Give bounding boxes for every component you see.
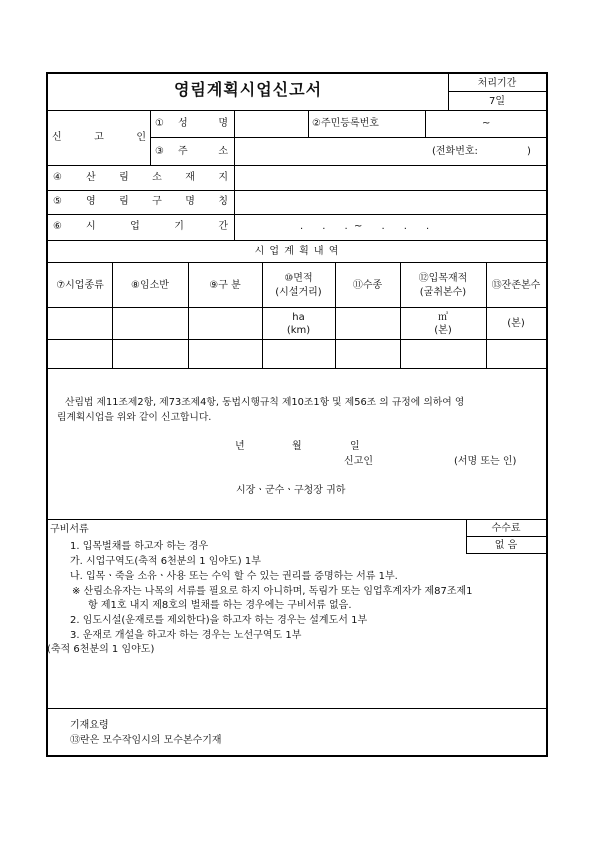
applicant-label: 신 고 인 xyxy=(52,132,146,143)
name-number: ① xyxy=(155,118,164,129)
divider xyxy=(425,110,426,137)
divider xyxy=(234,110,235,165)
signer-label: 신고인 xyxy=(344,456,373,467)
date-day: 일 xyxy=(350,441,360,452)
statement-line-1: 산림법 제11조제2항, 제73조제4항, 동법시행규칙 제10조1항 및 제56조 의 규정에 의하여 영 xyxy=(65,397,465,408)
divider xyxy=(48,708,546,709)
date-year: 년 xyxy=(235,441,245,452)
processing-period-value: 7일 xyxy=(488,96,506,107)
district-name-number: ⑤ xyxy=(53,196,62,207)
phone-label: (전화번호: xyxy=(432,146,478,157)
divider xyxy=(48,240,546,241)
unit-remaining: (본) xyxy=(507,318,525,329)
divider xyxy=(486,262,487,368)
address-number: ③ xyxy=(155,146,164,157)
divider xyxy=(335,262,336,368)
phone-close: ) xyxy=(527,146,531,157)
fee-label: 수수료 xyxy=(491,523,521,534)
document-item: (축적 6천분의 1 임야도) xyxy=(47,644,155,655)
form-title: 영림계획시업신고서 xyxy=(173,80,323,99)
date-month: 월 xyxy=(292,441,302,452)
district-name-label: 영 림 구 명 칭 xyxy=(86,196,228,207)
divider xyxy=(466,536,546,537)
divider xyxy=(48,519,546,520)
col-area: ⑩면적 (시설거리) xyxy=(275,273,322,298)
plan-section-title: 시 업 계 획 내 역 xyxy=(254,246,340,257)
forest-location-number: ④ xyxy=(53,172,62,183)
divider xyxy=(48,110,546,111)
document-item: 나. 입목ㆍ죽을 소유ㆍ사용 또는 수익 할 수 있는 권리를 증명하는 서류 1부. xyxy=(70,571,398,582)
processing-period-label: 처리기간 xyxy=(477,78,517,89)
divider xyxy=(48,190,546,191)
document-item: 가. 시업구역도(축적 6천분의 1 임야도) 1부 xyxy=(70,556,261,567)
col-remaining: ⑬잔존본수 xyxy=(491,280,541,291)
signature-label: (서명 또는 인) xyxy=(454,456,517,467)
divider xyxy=(48,307,546,308)
addressee: 시장ㆍ군수ㆍ구청장 귀하 xyxy=(236,485,346,496)
document-item: ※ 산림소유자는 나목의 서류를 필요로 하지 아니하며, 독림가 또는 임업후계자가 제87조제1 xyxy=(72,586,473,597)
unit-area: ha (km) xyxy=(286,312,311,336)
fee-value: 없 음 xyxy=(494,540,518,551)
period-label: 시 업 기 간 xyxy=(86,221,228,232)
unit-volume: ㎥ (본) xyxy=(434,312,452,336)
forest-location-label: 산 림 소 재 지 xyxy=(86,172,228,183)
divider xyxy=(112,262,113,368)
rrn-label: ②주민등록번호 xyxy=(312,118,379,129)
divider xyxy=(48,165,546,166)
col-division: ⑨구 분 xyxy=(209,280,241,291)
period-number: ⑥ xyxy=(53,221,62,232)
document-item: 2. 임도시설(운재로를 제외한다)을 하고자 하는 경우는 설계도서 1부 xyxy=(70,615,368,626)
period-value: . . . ~ . . . xyxy=(300,221,430,232)
instructions-line: ⑬란은 모수작임시의 모수본수기재 xyxy=(70,735,222,746)
col-volume: ⑫입목재적 (굴취본수) xyxy=(418,273,468,298)
col-compartment: ⑧임소반 xyxy=(131,280,169,291)
document-item: 항 제1호 내지 제8호의 벌채를 하는 경우에는 구비서류 없음. xyxy=(88,600,352,611)
address-label: 주 소 xyxy=(178,146,228,157)
divider xyxy=(150,137,546,138)
divider xyxy=(448,91,546,92)
document-item: 3. 운재로 개설을 하고자 하는 경우는 노선구역도 1부 xyxy=(70,630,302,641)
divider xyxy=(48,214,546,215)
divider xyxy=(308,110,309,137)
statement-line-2: 림계획시업을 위와 같이 신고합니다. xyxy=(57,412,212,423)
documents-heading: 구비서류 xyxy=(50,524,89,535)
document-item: 1. 입목벌채를 하고자 하는 경우 xyxy=(70,541,209,552)
rrn-separator: ~ xyxy=(482,118,491,129)
divider xyxy=(48,339,546,340)
divider xyxy=(466,553,546,554)
col-work-type: ⑦시업종류 xyxy=(56,280,104,291)
divider xyxy=(48,262,546,263)
divider xyxy=(48,368,546,369)
instructions-heading: 기재요령 xyxy=(70,720,109,731)
name-label: 성 명 xyxy=(178,118,228,129)
col-species: ⑪수종 xyxy=(352,280,383,291)
divider xyxy=(234,165,235,240)
divider xyxy=(188,262,189,368)
